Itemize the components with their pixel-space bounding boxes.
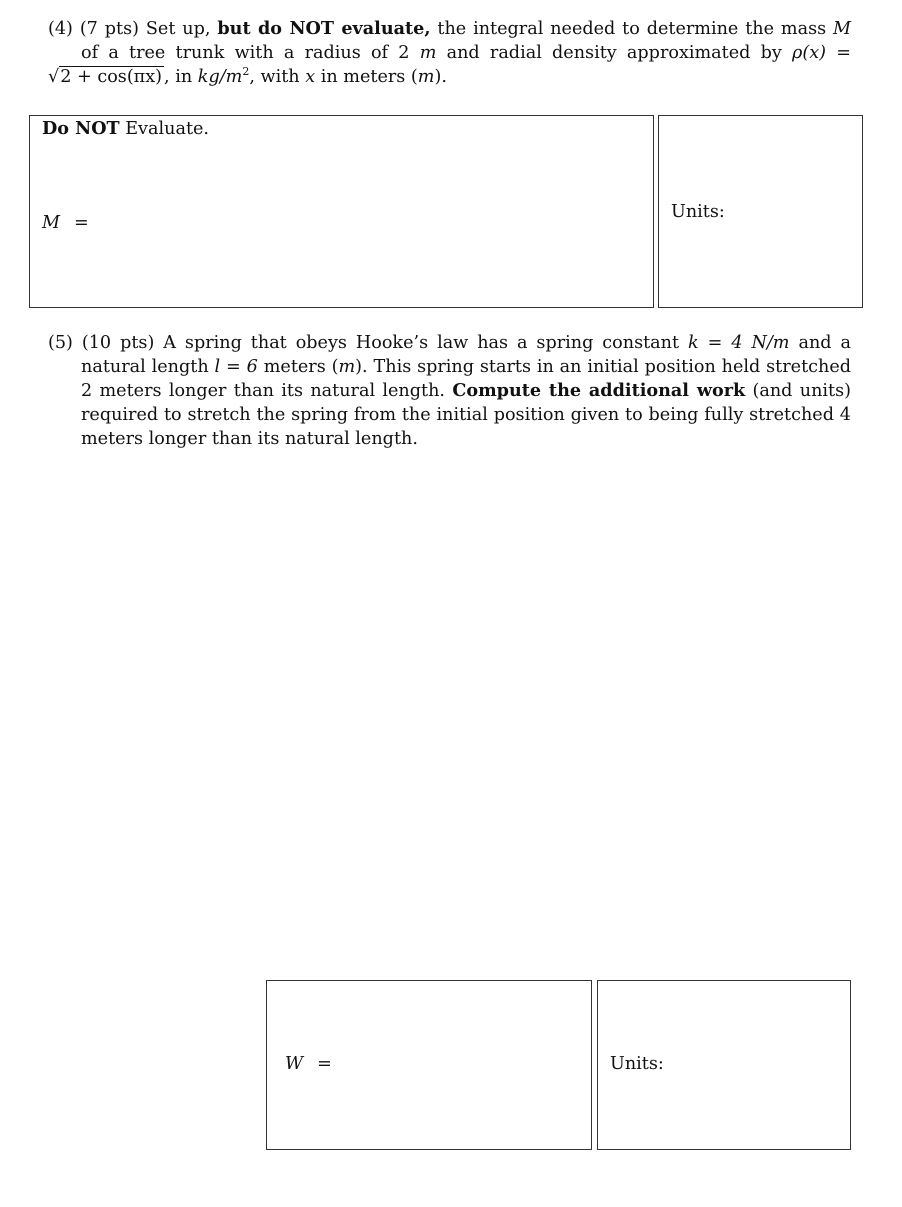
work-answer-label: [285, 1054, 332, 1074]
problem-4-text: [48, 17, 851, 89]
problem-4-text-a: the integral needed to determine the mass: [437, 19, 827, 39]
problem-5-points: (10 pts): [81, 333, 155, 353]
problem-5-text-b: and a natural length: [81, 333, 851, 377]
var-x: x: [305, 67, 316, 87]
sqrt-expression: √2 + cos(πx): [48, 67, 163, 87]
unit-m: m: [419, 43, 437, 63]
mass-answer-label: [42, 213, 89, 233]
problem-5-text-e: (and units) required to stretch the spring from the initial position given to being fully stretched 4 meters longer than its natural length.: [81, 381, 852, 449]
work-units-box[interactable]: [597, 980, 851, 1150]
problem-4: [48, 17, 851, 89]
problem-4-bold-phrase: but do NOT evaluate,: [217, 18, 431, 39]
problem-4-points: (7 pts): [79, 19, 139, 39]
spring-constant-unit: N/m: [751, 333, 790, 353]
natural-length: l = 6: [214, 357, 258, 377]
do-not-bold: Do NOT: [42, 118, 120, 139]
sqrt-radicand: 2 + cos(πx): [60, 67, 163, 87]
mass-answer-box[interactable]: [29, 115, 654, 308]
density-unit: kg/m: [197, 67, 243, 87]
evaluate-text: Evaluate.: [125, 119, 210, 139]
work-answer-box[interactable]: [266, 980, 592, 1150]
do-not-evaluate-note: [42, 118, 209, 139]
problem-5-bold-phrase: Compute the additional work: [452, 380, 746, 401]
problem-5-text-a: A spring that obeys Hooke’s law has a spring constant: [163, 333, 680, 353]
mass-var: M: [42, 213, 61, 233]
problem-4-number: (4): [48, 19, 73, 39]
density-unit-exponent: 2: [242, 65, 250, 79]
problem-4-lead: Set up,: [145, 19, 211, 39]
mass-equals: =: [74, 213, 89, 233]
problem-5-text-d: ). This spring starts in an initial position held stretched 2 meters longer than its natural length.: [81, 357, 852, 401]
problem-5-text: [48, 331, 851, 451]
problem-5: [48, 331, 851, 451]
var-m: M: [833, 19, 852, 39]
problem-5-number: (5): [48, 333, 73, 353]
unit-m-2: m: [417, 67, 435, 87]
problem-4-text-d: , in: [164, 67, 193, 87]
problem-4-text-b: of a tree trunk with a radius of 2: [81, 43, 410, 63]
density-function: ρ(x) =: [792, 43, 852, 63]
mass-units-label: Units:: [671, 202, 725, 222]
problem-4-text-c: and radial density approximated by: [446, 43, 782, 63]
problem-4-text-e: , with: [249, 67, 300, 87]
work-units-label: Units:: [610, 1054, 664, 1074]
unit-m-3: m: [338, 357, 356, 377]
work-var: W: [285, 1054, 304, 1074]
problem-5-text-c: meters (: [263, 357, 339, 377]
work-equals: =: [317, 1054, 332, 1074]
mass-units-box[interactable]: [658, 115, 863, 308]
spring-constant: k = 4: [688, 333, 743, 353]
problem-4-text-f: in meters (: [320, 67, 418, 87]
problem-4-text-g: ).: [434, 67, 447, 87]
